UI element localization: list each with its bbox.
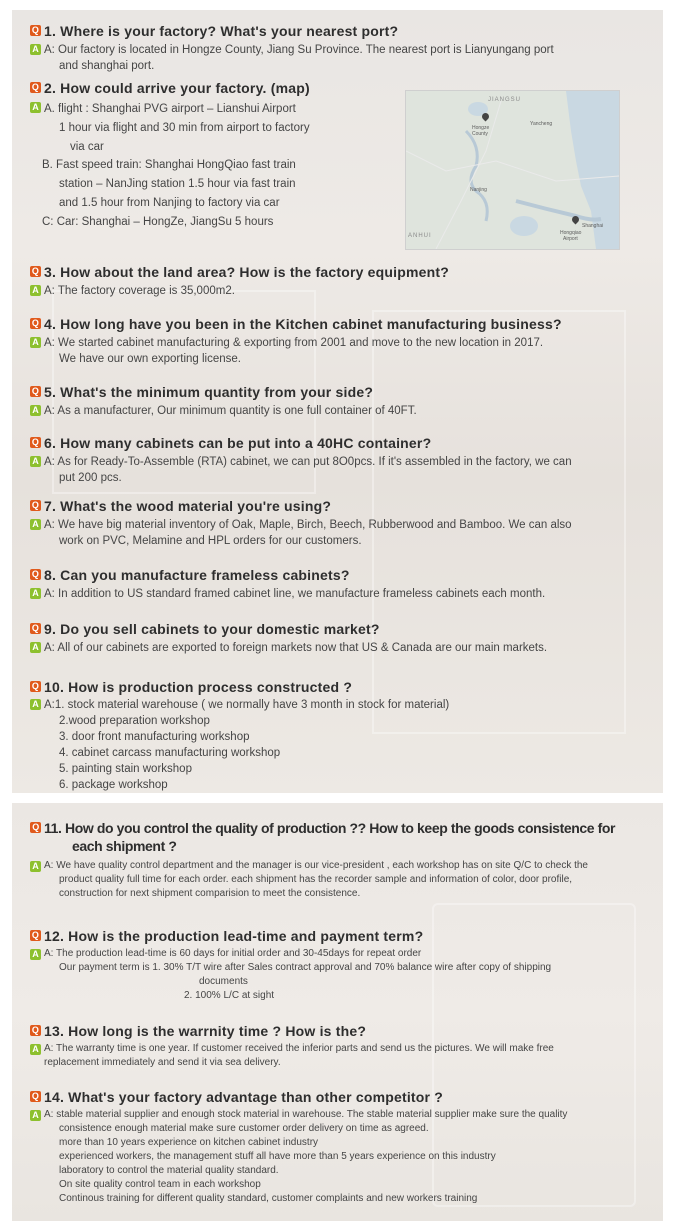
faq-panel-top	[12, 10, 663, 793]
answer-badge-icon: A	[30, 642, 41, 653]
map-label-hongqiao: Hongqiao	[560, 230, 582, 236]
question-8: Q 8. Can you manufacture frameless cabinets?	[31, 567, 350, 583]
question-11: Q 11. How do you control the quality of production ?? How to keep the goods consistence for each shipment ?	[12, 819, 663, 855]
question-badge-icon: Q	[31, 437, 40, 447]
faq-item-8	[12, 566, 663, 602]
answer-9: A A: All of our cabinets are exported to foreign markets now that US & Canada are our main markets.	[12, 640, 663, 656]
question-3: Q 3. How about the land area? How is the factory equipment?	[31, 264, 450, 280]
answer-5: A A: As a manufacturer, Our minimum quantity is one full container of 40FT.	[12, 403, 663, 419]
faq-item-6	[12, 434, 663, 486]
faq-item-9	[12, 620, 663, 656]
location-map	[405, 90, 620, 250]
answer-7: A A: We have big material inventory of Oak, Maple, Birch, Beech, Rubberwood and Bamboo. We can also work on PVC, Melamine and HPL orders for our customers.	[12, 517, 663, 549]
faq-item-1	[12, 22, 663, 74]
answer-badge-icon: A	[30, 588, 41, 599]
answer-12: A A: The production lead-time is 60 days for initial order and 30-45days for repeat order Our payment term is 1. 30% T/T wire after Sales contract approval and 70% balance wire after copy of shipping documents 2. 100% L/C at sight	[12, 947, 663, 1003]
answer-8: A A: In addition to US standard framed cabinet line, we manufacture frameless cabinets each month.	[12, 586, 663, 602]
question-9: Q 9. Do you sell cabinets to your domestic market?	[31, 621, 380, 637]
answer-badge-icon: A	[30, 285, 41, 296]
faq-item-4	[12, 315, 663, 367]
map-label-shanghai: Shanghai	[582, 223, 604, 229]
map-label-nanjing: Nanjing	[470, 187, 487, 193]
question-badge-icon: Q	[31, 318, 40, 328]
map-label-hongze: Hongze	[472, 125, 490, 131]
answer-badge-icon: A	[30, 102, 41, 113]
question-14: Q 14. What's your factory advantage than other competitor ?	[31, 1089, 444, 1105]
question-badge-icon: Q	[31, 681, 40, 691]
question-badge-icon: Q	[31, 930, 40, 940]
question-badge-icon: Q	[31, 82, 40, 92]
question-badge-icon: Q	[31, 1091, 40, 1101]
answer-badge-icon: A	[30, 699, 41, 710]
answer-14: A A: stable material supplier and enough stock material in warehouse. The stable material supplier make sure the quality consistence enough material make sure customer order delivery on time as agreed. more than 10 years experience on kitchen cabinet industry experienced workers, the management stuff all have more than 5 years experience on this industry laboratory to control the material quality standard. On site quality control team in each workshop Continous training for different quality standard, customer complaints and new workers training	[12, 1108, 663, 1206]
answer-2: A A. flight : Shanghai PVG airport – Lianshui Airport 1 hour via flight and 30 min from airport to factory via car B. Fast speed train: Shanghai HongQiao fast train station – NanJing station 1.5 hour via fast train and 1.5 hour from Nanjing to factory via car C: Car: Shanghai – HongZe, JiangSu 5 hours	[12, 100, 663, 232]
answer-badge-icon: A	[30, 44, 41, 55]
question-12: Q 12. How is the production lead-time and payment term?	[31, 928, 424, 944]
question-10: Q 10. How is production process constructed ?	[31, 679, 353, 695]
question-badge-icon: Q	[31, 500, 40, 510]
answer-badge-icon: A	[30, 861, 41, 872]
answer-badge-icon: A	[30, 1044, 41, 1055]
question-badge-icon: Q	[30, 822, 41, 833]
answer-11: A A: We have quality control department and the manager is our vice-president , each workshop has on site Q/C to check the product quality full time for each order. each shipment has the recorder sample and information of color, door profile, construction for next shipment comparision to meet the consistence.	[12, 859, 663, 901]
answer-badge-icon: A	[30, 456, 41, 467]
question-4: Q 4. How long have you been in the Kitchen cabinet manufacturing business?	[31, 316, 562, 332]
faq-item-12	[12, 927, 663, 1003]
question-6: Q 6. How many cabinets can be put into a 40HC container?	[31, 435, 432, 451]
map-label-yancheng: Yancheng	[530, 121, 553, 127]
question-badge-icon: Q	[31, 569, 40, 579]
question-7: Q 7. What's the wood material you're using?	[31, 498, 332, 514]
answer-badge-icon: A	[30, 1110, 41, 1121]
answer-13: A A: The warranty time is one year. If customer received the inferior parts and send us the pictures. We will make free replacement immediately and send it via sea delivery.	[12, 1042, 663, 1070]
faq-item-3	[12, 263, 663, 299]
faq-item-5	[12, 383, 663, 419]
answer-badge-icon: A	[30, 405, 41, 416]
map-label-airport: Airport	[563, 236, 578, 242]
answer-badge-icon: A	[30, 337, 41, 348]
faq-item-7	[12, 497, 663, 549]
question-badge-icon: Q	[31, 1025, 40, 1035]
answer-10: A A:1. stock material warehouse ( we normally have 3 month in stock for material) 2.wood preparation workshop 3. door front manufacturing workshop 4. cabinet carcass manufacturing workshop 5. painting stain workshop 6. package workshop	[12, 697, 663, 793]
faq-item-10	[12, 678, 663, 793]
map-label-county: County	[472, 131, 488, 137]
map-label-anhui: ANHUI	[408, 233, 432, 239]
answer-3: A A: The factory coverage is 35,000m2.	[12, 283, 663, 299]
question-badge-icon: Q	[31, 25, 40, 35]
faq-item-13	[12, 1022, 663, 1070]
map-label-jiangsu: JIANGSU	[488, 97, 522, 103]
answer-badge-icon: A	[30, 519, 41, 530]
answer-6: A A: As for Ready-To-Assemble (RTA) cabinet, we can put 8O0pcs. If it's assembled in the factory, we can put 200 pcs.	[12, 454, 663, 486]
answer-badge-icon: A	[30, 949, 41, 960]
answer-4: A A: We started cabinet manufacturing & exporting from 2001 and move to the new location in 2017. We have our own exporting license.	[12, 335, 663, 367]
question-badge-icon: Q	[31, 623, 40, 633]
faq-item-11	[12, 819, 663, 901]
question-2: Q 2. How could arrive your factory. (map)	[31, 80, 310, 96]
question-1: Q 1. Where is your factory? What's your nearest port?	[31, 23, 399, 39]
answer-1: A A: Our factory is located in Hongze County, Jiang Su Province. The nearest port is Lianyungang port and shanghai port.	[12, 42, 663, 74]
question-5: Q 5. What's the minimum quantity from your side?	[31, 384, 374, 400]
question-badge-icon: Q	[31, 386, 40, 396]
faq-item-14	[12, 1088, 663, 1206]
question-badge-icon: Q	[31, 266, 40, 276]
faq-panel-bottom	[12, 803, 663, 1221]
question-13: Q 13. How long is the warrnity time ? How is the?	[31, 1023, 367, 1039]
